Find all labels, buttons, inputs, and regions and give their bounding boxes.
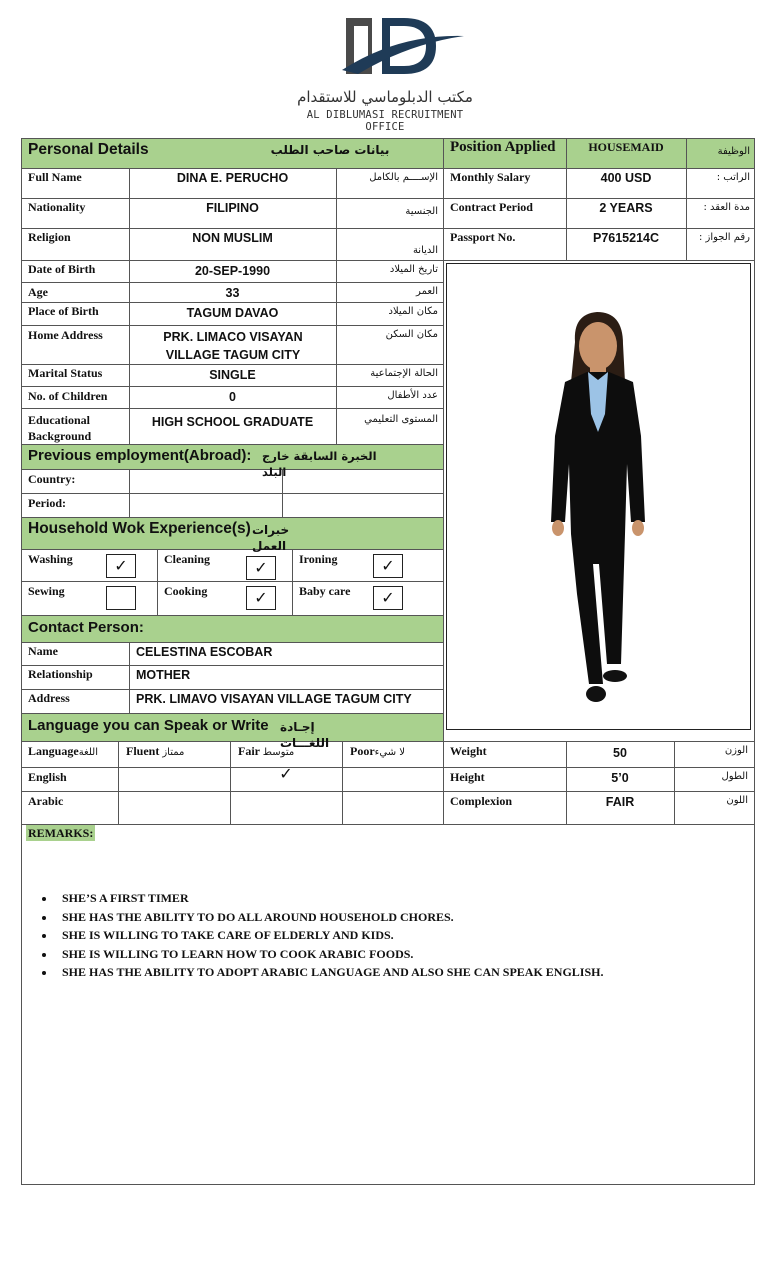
- monthly-salary-arabic: الراتب :: [716, 172, 750, 183]
- marital-status-label: Marital Status: [28, 366, 103, 380]
- full-name-label: Full Name: [28, 170, 82, 184]
- nationality-arabic: الجنسية: [405, 206, 438, 217]
- language-title: Language you can Speak or Write: [28, 717, 269, 734]
- contact-name-label: Name: [28, 644, 58, 658]
- logo-mark-icon: [338, 10, 468, 82]
- passport-label: Passport No.: [450, 230, 516, 244]
- cooking-label: Cooking: [164, 584, 208, 598]
- contract-period-arabic: مدة العقد :: [703, 202, 750, 213]
- fluent-column-ar: ممتاز: [162, 747, 185, 758]
- marital-status-value: SINGLE: [209, 368, 256, 382]
- company-logo: [338, 10, 468, 82]
- personal-details-title-arabic: بيانات صاحب الطلب: [270, 143, 390, 157]
- country-label: Country:: [28, 472, 76, 486]
- previous-employment-title: Previous employment(Abroad):: [28, 447, 252, 464]
- ironing-label: Ironing: [299, 552, 338, 566]
- washing-checkbox[interactable]: ✓: [106, 554, 136, 578]
- sewing-checkbox[interactable]: [106, 586, 136, 610]
- previous-employment-title-arabic: الخبرة السابقة خارج البلد: [262, 449, 377, 479]
- age-arabic: العمر: [416, 286, 438, 297]
- remark-item: • SHE IS WILLING TO TAKE CARE OF ELDERLY AND KIDS.: [56, 926, 736, 945]
- complexion-arabic: اللون: [726, 795, 748, 806]
- cleaning-label: Cleaning: [164, 552, 211, 566]
- applicant-photo: [447, 264, 749, 728]
- religion-arabic: الديانة: [412, 245, 438, 256]
- weight-value: 50: [613, 746, 627, 760]
- date-of-birth-value: 20-SEP-1990: [194, 264, 271, 278]
- language-english-label: English: [28, 770, 67, 784]
- fluent-column-header: [126, 743, 184, 761]
- age-label: Age: [28, 285, 48, 299]
- place-of-birth-value: TAGUM DAVAO: [186, 306, 279, 320]
- home-address-arabic: مكان السكن: [385, 329, 438, 340]
- height-label: Height: [450, 770, 485, 784]
- remark-item: • SHE’S A FIRST TIMER: [56, 889, 736, 908]
- contact-relationship-label: Relationship: [28, 667, 93, 681]
- education-arabic: المستوى التعليمي: [364, 414, 438, 425]
- fair-column-header: [238, 743, 294, 761]
- remarks-title: REMARKS:: [28, 826, 94, 840]
- contract-period-label: Contract Period: [450, 200, 533, 214]
- religion-value: NON MUSLIM: [192, 231, 273, 245]
- position-applied-label: Position Applied: [450, 139, 556, 155]
- date-of-birth-arabic: تاريخ الميلاد: [389, 264, 438, 275]
- applicant-photo-frame: [446, 263, 751, 730]
- children-value: 0: [229, 390, 236, 404]
- contact-name-value: CELESTINA ESCOBAR: [136, 645, 273, 659]
- baby-care-checkbox[interactable]: ✓: [373, 586, 403, 610]
- sewing-label: Sewing: [28, 584, 65, 598]
- place-of-birth-arabic: مكان الميلاد: [388, 306, 438, 317]
- home-address-value: PRK. LIMACO VISAYAN VILLAGE TAGUM CITY: [163, 330, 303, 362]
- position-applied-arabic: الوظيفة: [717, 146, 750, 157]
- monthly-salary-value: 400 USD: [600, 171, 652, 185]
- marital-status-arabic: الحالة الإجتماعية: [370, 368, 438, 379]
- period-label: Period:: [28, 496, 66, 510]
- cleaning-checkbox[interactable]: ✓: [246, 556, 276, 580]
- weight-arabic: الوزن: [724, 745, 748, 756]
- position-applied-value: HOUSEMAID: [588, 140, 664, 154]
- complexion-value: FAIR: [605, 795, 635, 809]
- complexion-label: Complexion: [450, 794, 513, 808]
- contact-address-label: Address: [28, 691, 70, 705]
- fair-column-ar: متوسط: [262, 747, 295, 758]
- date-of-birth-label: Date of Birth: [28, 262, 96, 276]
- remark-item: • SHE HAS THE ABILITY TO DO ALL AROUND HOUSEHOLD CHORES.: [56, 908, 736, 927]
- household-title: Household Wok Experience(s): [28, 520, 251, 537]
- home-address-label: Home Address: [28, 328, 103, 342]
- age-value: 33: [225, 286, 240, 300]
- company-name-english: AL DIBLUMASI RECRUITMENT OFFICE: [306, 109, 464, 133]
- poor-column-en: Poor: [350, 744, 375, 758]
- poor-column-header: [350, 743, 405, 761]
- language-arabic-label: Arabic: [28, 794, 64, 808]
- full-name-arabic: الإســــم بالكامل: [369, 172, 438, 183]
- place-of-birth-label: Place of Birth: [28, 304, 99, 318]
- cooking-checkbox[interactable]: ✓: [246, 586, 276, 610]
- household-title-arabic: خبرات العمل: [252, 523, 290, 553]
- ironing-checkbox[interactable]: ✓: [373, 554, 403, 578]
- poor-column-ar: لا شيء: [374, 747, 405, 758]
- remark-item: • SHE IS WILLING TO LEARN HOW TO COOK ARABIC FOODS.: [56, 945, 736, 964]
- weight-label: Weight: [450, 744, 487, 758]
- nationality-value: FILIPINO: [206, 201, 259, 215]
- company-name-arabic: مكتب الدبلوماسي للاستقدام: [297, 88, 473, 106]
- religion-label: Religion: [28, 230, 71, 244]
- children-label: No. of Children: [28, 389, 108, 403]
- children-arabic: عدد الأطفال: [387, 390, 438, 401]
- education-value: HIGH SCHOOL GRADUATE: [151, 415, 314, 429]
- fluent-column-en: Fluent: [126, 744, 160, 758]
- passport-value: P7615214C: [592, 231, 660, 245]
- remark-item: • SHE HAS THE ABILITY TO ADOPT ARABIC LANGUAGE AND ALSO SHE CAN SPEAK ENGLISH.: [56, 963, 736, 982]
- language-title-arabic: إجـادة اللغـــات: [280, 720, 330, 750]
- passport-arabic: رقم الجواز :: [698, 232, 750, 243]
- contact-address-value: PRK. LIMAVO VISAYAN VILLAGE TAGUM CITY: [136, 692, 412, 706]
- contract-period-value: 2 YEARS: [599, 201, 653, 215]
- personal-details-title: Personal Details: [28, 141, 149, 158]
- language-column-header: [28, 743, 98, 761]
- language-column-en: Language: [28, 744, 79, 758]
- height-arabic: الطول: [721, 771, 748, 782]
- remarks-list: [36, 889, 736, 982]
- education-label: Educational Background: [28, 413, 92, 443]
- monthly-salary-label: Monthly Salary: [450, 170, 531, 184]
- nationality-label: Nationality: [28, 200, 86, 214]
- washing-label: Washing: [28, 552, 73, 566]
- contact-relationship-value: MOTHER: [136, 668, 191, 682]
- contact-person-title: Contact Person:: [28, 619, 144, 636]
- fair-column-en: Fair: [238, 744, 260, 758]
- baby-care-label: Baby care: [299, 584, 351, 598]
- height-value: 5’0: [611, 771, 629, 785]
- language-column-ar: اللغة: [78, 747, 99, 758]
- full-name-value: DINA E. PERUCHO: [176, 171, 289, 185]
- english-fair-mark: ✓: [279, 764, 293, 783]
